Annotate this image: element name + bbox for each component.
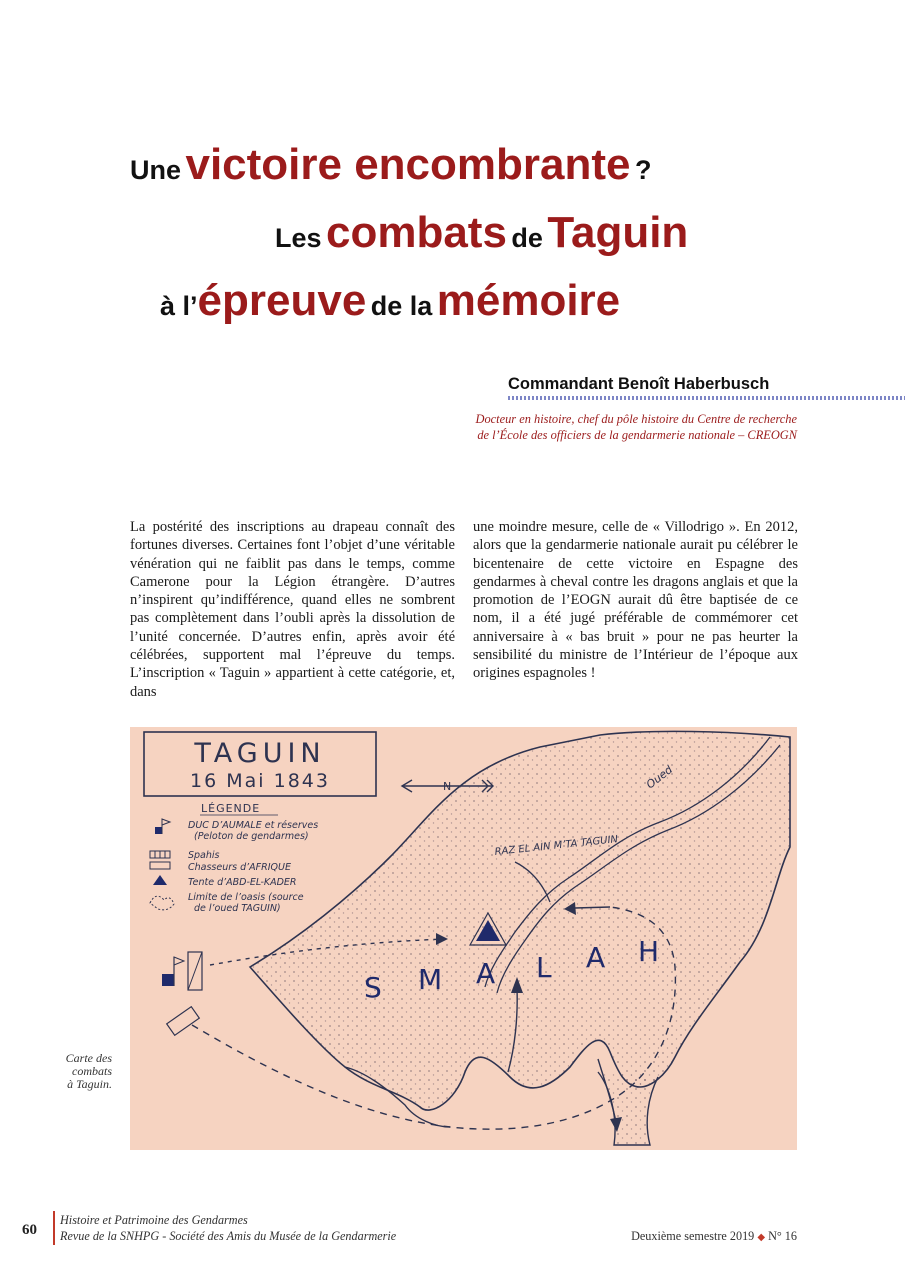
- title-word: de: [511, 223, 543, 253]
- legend-item: DUC D’AUMALE et réserves: [188, 820, 319, 831]
- legend-item: Tente d’ABD-EL-KADER: [188, 877, 297, 888]
- title-word: Une: [130, 155, 182, 185]
- legend-item: Chasseurs d’AFRIQUE: [188, 862, 291, 873]
- title-line-1: [130, 140, 651, 190]
- smalah-letter: L: [536, 951, 552, 984]
- legend-title: LÉGENDE: [201, 802, 261, 815]
- smalah-letter: A: [586, 941, 606, 974]
- journal-line: Histoire et Patrimoine des Gendarmes: [60, 1213, 248, 1227]
- oasis-region: [250, 731, 790, 1110]
- duc-aumale-position-icon: [162, 952, 202, 990]
- diamond-icon: ◆: [757, 1232, 766, 1243]
- legend-item: Limite de l’oasis (source: [188, 892, 304, 903]
- legend-symbol-duc-icon: [155, 819, 170, 834]
- battle-map: [130, 727, 797, 1150]
- title-word: de la: [370, 291, 433, 321]
- legend-symbol-tent-icon: [153, 875, 167, 885]
- title-line-2: [275, 208, 688, 258]
- north-label: N: [443, 780, 452, 793]
- issue-semester: Deuxième semestre 2019: [631, 1229, 755, 1243]
- body-column-right: une moindre mesure, celle de « Villodrigo ». En 2012, alors que la gendarmerie nationale aurait pu célébrer le bicentenaire de cette victoire en Espagne des gendarmes à cheval contre les dragons anglais et que la promotion de l’EOGN aurait dû être baptisée de ce nom, il a été jugé préférable de commémorer cet anniversaire à « bas bruit » pour ne pas heurter la sensibilité du ministre de l’Intérieur de l’époque aux origines espagnoles !: [473, 519, 798, 682]
- caption-line: Carte des: [65, 1051, 112, 1065]
- smalah-letter: A: [476, 957, 496, 990]
- smalah-letter: M: [418, 963, 443, 996]
- title-highlight: épreuve: [197, 276, 367, 325]
- page-number: 60: [22, 1222, 37, 1238]
- author-name: Commandant Benoît Haberbusch: [508, 375, 770, 393]
- legend-item: de l’oued TAGUIN): [194, 903, 281, 914]
- map-drawing: [130, 727, 797, 1150]
- title-line-3: [160, 276, 620, 326]
- journal-line: Revue de la SNHPG - Société des Amis du Musée de la Gendarmerie: [60, 1229, 397, 1243]
- title-highlight: combats: [325, 208, 507, 257]
- title-highlight: victoire encombrante: [185, 140, 631, 189]
- map-date: 16 Mai 1843: [190, 770, 330, 792]
- legend-symbol-oasis-icon: [150, 896, 174, 910]
- caption-line: combats: [72, 1064, 112, 1078]
- map-title: TAGUIN: [194, 738, 326, 769]
- smalah-letter: H: [638, 935, 660, 968]
- oued-label: Oued: [643, 763, 676, 792]
- legend-item: (Peloton de gendarmes): [194, 831, 309, 842]
- title-highlight: Taguin: [547, 208, 689, 257]
- footer-divider: [53, 1211, 55, 1245]
- smalah-letter: S: [364, 971, 382, 1004]
- legend-symbol-chasseurs-icon: [150, 862, 170, 869]
- title-word: à l’: [160, 291, 198, 321]
- issue-number: N° 16: [768, 1229, 797, 1243]
- title-word: ?: [634, 155, 652, 185]
- legend-symbol-spahis-icon: [150, 851, 170, 858]
- raz-label: RAZ EL AIN M’TA TAGUIN: [494, 834, 619, 858]
- legend-item: Spahis: [188, 850, 220, 861]
- issue-info: [631, 1229, 797, 1244]
- affiliation-line: Docteur en histoire, chef du pôle histoire du Centre de recherche: [475, 412, 797, 426]
- affiliation-line: de l’École des officiers de la gendarmerie nationale – CREOGN: [477, 427, 797, 442]
- body-column-left: La postérité des inscriptions au drapeau connaît des fortunes diverses. Certaines font l’objet d’une véritable vénération qui ne faiblit pas dans le temps, comme Camerone pour la Légion étrangère. D’autres n’inspirent qu’indifférence, quand elles ne sombrent pas complètement dans l’oubli après la dissolution de l’unité concernée. D’autres enfin, après avoir été célébrées, supportent mal l’épreuve du temps. L’inscription « Taguin » appartient à cette catégorie, et, dans: [130, 519, 455, 700]
- oasis-south-lobe: [598, 1072, 658, 1145]
- spahis-position-icon: [167, 1007, 200, 1036]
- map-caption: [50, 1052, 112, 1091]
- title-word: Les: [275, 223, 322, 253]
- journal-title: [60, 1212, 396, 1244]
- caption-line: à Taguin.: [67, 1077, 112, 1091]
- author-affiliation: [476, 412, 798, 443]
- title-highlight: mémoire: [436, 276, 621, 325]
- author-divider: [508, 396, 905, 400]
